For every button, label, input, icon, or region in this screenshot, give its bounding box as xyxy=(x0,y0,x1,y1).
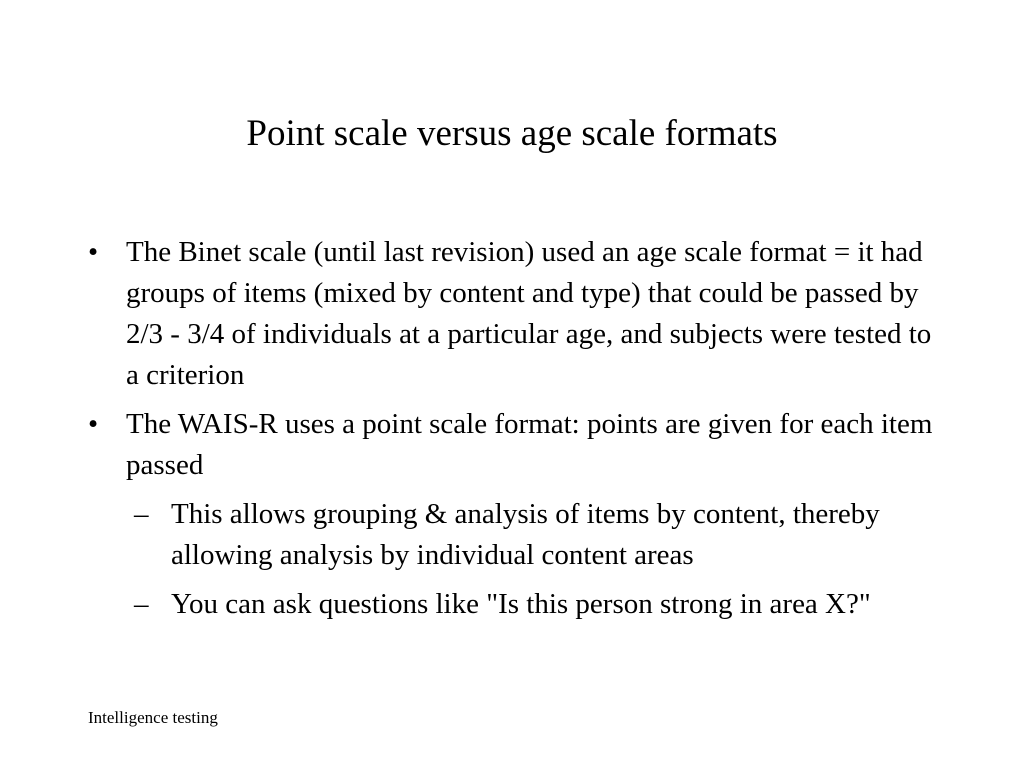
bullet-text: The Binet scale (until last revision) used an age scale format = it had groups of items (mixed by content and type) that could be passed by 2/3 - 3/4 of individuals at a particular age, and subjects were tested to a criterion xyxy=(126,236,932,391)
slide-title: Point scale versus age scale formats xyxy=(246,113,778,154)
bullet-item xyxy=(88,404,948,625)
bullet-list xyxy=(88,232,948,633)
bullet-marker: • xyxy=(88,408,99,440)
slide-footer: Intelligence testing xyxy=(88,708,218,727)
bullet-item xyxy=(88,232,948,396)
sub-bullet-item xyxy=(134,494,948,576)
sub-bullet-text: You can ask questions like "Is this person strong in area X?" xyxy=(171,588,871,620)
sub-bullet-item xyxy=(134,584,948,625)
bullet-marker: • xyxy=(88,236,99,268)
sub-bullet-text: This allows grouping & analysis of items by content, thereby allowing analysis by individual content areas xyxy=(171,498,880,571)
sub-bullet-marker: – xyxy=(134,498,149,530)
bullet-text: The WAIS-R uses a point scale format: points are given for each item passed xyxy=(126,408,933,481)
sub-bullet-marker: – xyxy=(134,588,149,620)
sub-bullet-list xyxy=(134,494,948,625)
